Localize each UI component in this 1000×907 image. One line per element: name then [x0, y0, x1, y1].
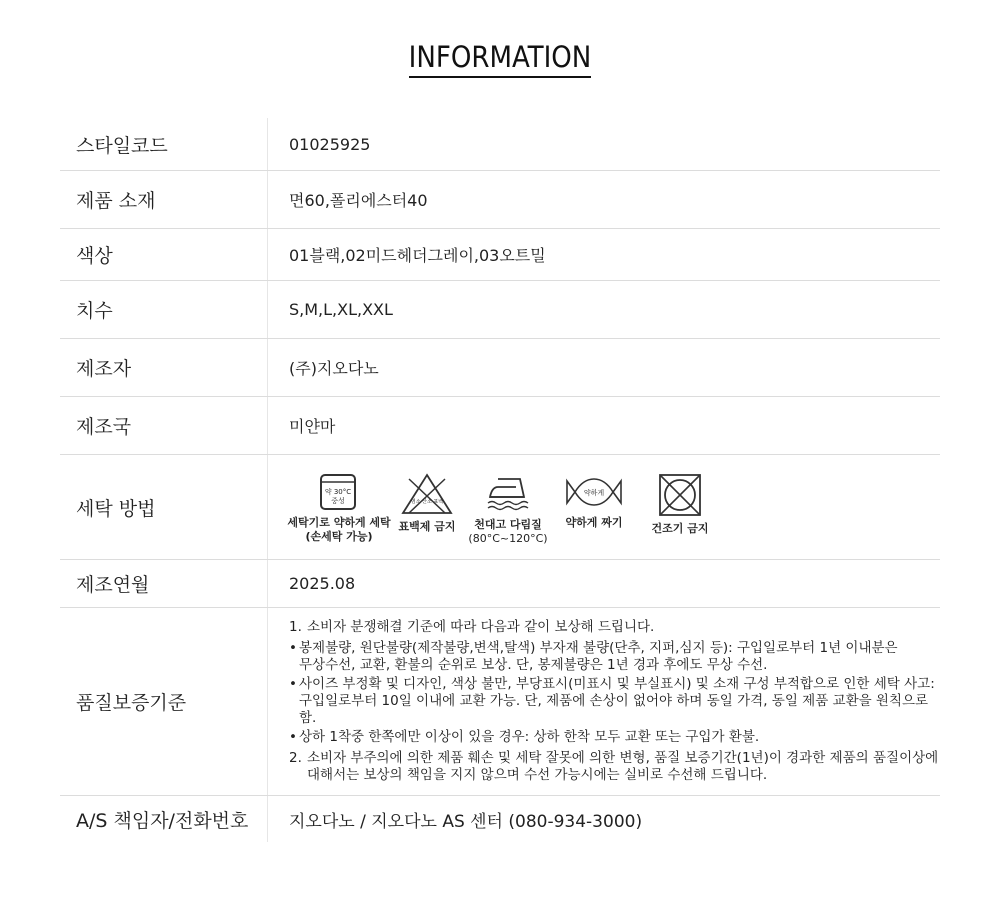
value-style-code: 01025925 — [289, 134, 371, 154]
page-title: INFORMATION — [409, 40, 592, 78]
bleach-inner-text: 염소 산소 표백 — [410, 498, 444, 505]
quality-bullet-1: • 봉제불량, 원단불량(제작불량,변색,탈색) 부자재 불량(단추, 지퍼,심지 등): 구입일로부터 1년 이내분은 무상수선, 교환, 환불의 순위로 보상. 단, 봉제불량은 1년 경과 후에도 무상 수선. — [289, 640, 898, 673]
label-style-code: 스타일코드 — [60, 118, 268, 170]
label-maker: 제조자 — [60, 339, 268, 396]
care-iron-label: 천대고 다림질 — [474, 517, 542, 531]
value-size: S,M,L,XL,XXL — [289, 300, 393, 319]
care-wring-label: 약하게 짜기 — [565, 515, 623, 529]
row-style-code — [60, 118, 940, 171]
label-washing: 세탁 방법 — [60, 455, 268, 559]
row-country — [60, 397, 940, 455]
row-material — [60, 171, 940, 229]
row-washing — [60, 455, 940, 560]
care-wash-sub: (손세탁 가능) — [305, 529, 373, 543]
row-maker — [60, 339, 940, 397]
wash-temp-text: 약 30°C — [324, 487, 352, 496]
value-as: 지오다노 / 지오다노 AS 센터 (080-934-3000) — [289, 811, 643, 832]
quality-item-1: 1. 소비자 분쟁해결 기준에 따라 다음과 같이 보상해 드립니다. — [289, 619, 655, 635]
row-size — [60, 281, 940, 339]
value-maker: (주)지오다노 — [289, 359, 379, 378]
care-wring — [551, 473, 637, 530]
quality-item-1-text: 소비자 분쟁해결 기준에 따라 다음과 같이 보상해 드립니다. — [307, 619, 655, 635]
care-dry — [637, 473, 723, 536]
wash-neutral-text: 중성 — [331, 496, 345, 505]
label-as: A/S 책임자/전화번호 — [60, 796, 268, 842]
care-symbols — [268, 455, 940, 559]
value-country: 미얀마 — [289, 417, 336, 436]
label-size: 치수 — [60, 281, 268, 338]
value-color: 01블랙,02미드헤더그레이,03오트밀 — [289, 246, 546, 265]
care-bleach — [389, 473, 465, 534]
label-color: 색상 — [60, 229, 268, 280]
value-material: 면60,폴리에스터40 — [289, 191, 428, 210]
label-country: 제조국 — [60, 397, 268, 454]
care-bleach-label: 표백제 금지 — [398, 519, 456, 533]
care-wash-label: 세탁기로 약하게 세탁 — [287, 515, 391, 529]
wring-inner-text: 약하게 — [583, 488, 605, 497]
label-quality: 품질보증기준 — [60, 608, 268, 795]
quality-bullet-2: • 사이즈 부정확 및 디자인, 색상 불만, 부당표시(미표시 및 부실표시) 및 소재 구성 부적합으로 인한 세탁 사고: 구입일로부터 10일 이내에 교환 가능. 단, 제품에 손상이 없어야 하며 동일 가격, 동일 제품 교환을 원칙으로 함. — [289, 676, 935, 726]
quality-item-2: 2. 소비자 부주의에 의한 제품 훼손 및 세탁 잘못에 의한 변형, 품질 보증기간(1년)이 경과한 제품의 품질이상에 대해서는 보상의 책임을 지지 않으며 수선 가능시에는 실비로 수선해 드립니다. — [289, 750, 939, 783]
care-dry-label: 건조기 금지 — [651, 521, 709, 535]
row-quality — [60, 608, 940, 796]
care-wash — [289, 473, 389, 544]
row-date — [60, 560, 940, 608]
value-date: 2025.08 — [289, 574, 356, 593]
quality-bullet-3: • 상하 1착중 한쪽에만 이상이 있을 경우: 상하 한착 모두 교환 또는 구입가 환불. — [289, 729, 760, 745]
no-bleach-icon — [401, 473, 453, 515]
no-tumble-dry-icon — [658, 473, 702, 517]
label-material: 제품 소재 — [60, 171, 268, 228]
quality-content — [268, 608, 940, 795]
row-as — [60, 796, 940, 842]
iron-cloth-icon — [484, 473, 532, 513]
page-title-wrap — [0, 40, 1000, 78]
wring-gently-icon — [563, 473, 625, 511]
row-color — [60, 229, 940, 281]
machine-wash-icon — [319, 473, 359, 511]
label-date: 제조연월 — [60, 560, 268, 607]
care-iron — [465, 473, 551, 546]
info-table — [60, 118, 940, 842]
care-iron-sub: (80°C~120°C) — [468, 531, 548, 545]
